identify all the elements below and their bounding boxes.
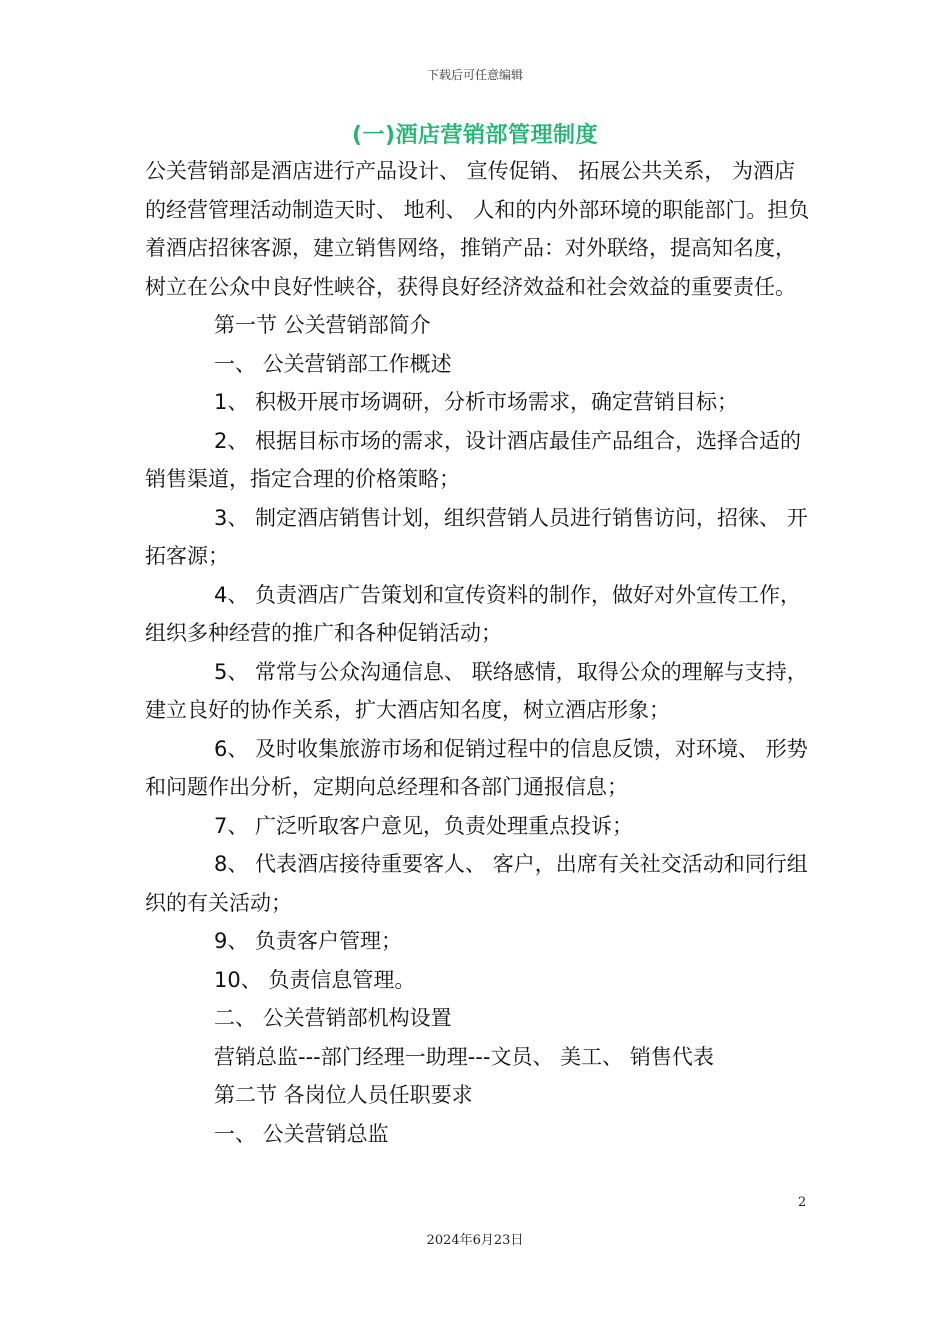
subsection-heading: 一、 公关营销总监 (214, 1121, 389, 1146)
document-title: (一)酒店营销部管理制度 (351, 123, 599, 148)
section-heading: 第一节 公关营销部简介 (214, 313, 431, 337)
section-heading: 第二节 各岗位人员任职要求 (214, 1083, 473, 1107)
page-number: 2 (798, 1195, 807, 1210)
document-body (145, 152, 810, 1153)
list-item: 8、 代表酒店接待重要客人、 客户，出席有关社交活动和同行组织的有关活动； (145, 852, 808, 915)
list-item: 4、 负责酒店广告策划和宣传资料的制作，做好对外宣传工作，组织多种经营的推广和各种促销活动； (145, 582, 802, 645)
list-item: 5、 常常与公众沟通信息、 联络感情，取得公众的理解与支持，建立良好的协作关系，扩大酒店知名度，树立酒店形象； (145, 659, 808, 722)
intro-paragraph: 公关营销部是酒店进行产品设计、 宣传促销、 拓展公共关系， 为酒店的经营管理活动制造天时、 地利、 人和的内外部环境的职能部门。担负着酒店招徕客源，建立销售网络，推销产品：对外联络，提高知名度，树立在公众中良好性峡谷，获得良好经济效益和社会效益的重要责任。 (145, 159, 810, 299)
list-item: 10、 负责信息管理。 (214, 967, 416, 992)
subsection-heading: 二、 公关营销部机构设置 (214, 1006, 452, 1030)
subsection-heading: 一、 公关营销部工作概述 (214, 351, 452, 376)
list-item: 2、 根据目标市场的需求，设计酒店最佳产品组合，选择合适的销售渠道，指定合理的价格策略； (145, 428, 802, 491)
org-structure-line: 营销总监---部门经理一助理---文员、 美工、 销售代表 (214, 1044, 714, 1069)
list-item: 1、 积极开展市场调研，分析市场需求，确定营销目标； (214, 390, 739, 414)
list-item: 7、 广泛听取客户意见，负责处理重点投诉； (214, 813, 634, 838)
list-item: 6、 及时收集旅游市场和促销过程中的信息反馈，对环境、 形势和问题作出分析，定期向总经理和各部门通报信息； (145, 736, 808, 799)
header-note: 下载后可任意编辑 (426, 68, 523, 82)
list-item: 3、 制定酒店销售计划，组织营销人员进行销售访问，招徕、 开拓客源； (145, 505, 808, 568)
list-item: 9、 负责客户管理； (214, 929, 403, 953)
footer-date: 2024年6月23日 (426, 1233, 524, 1248)
